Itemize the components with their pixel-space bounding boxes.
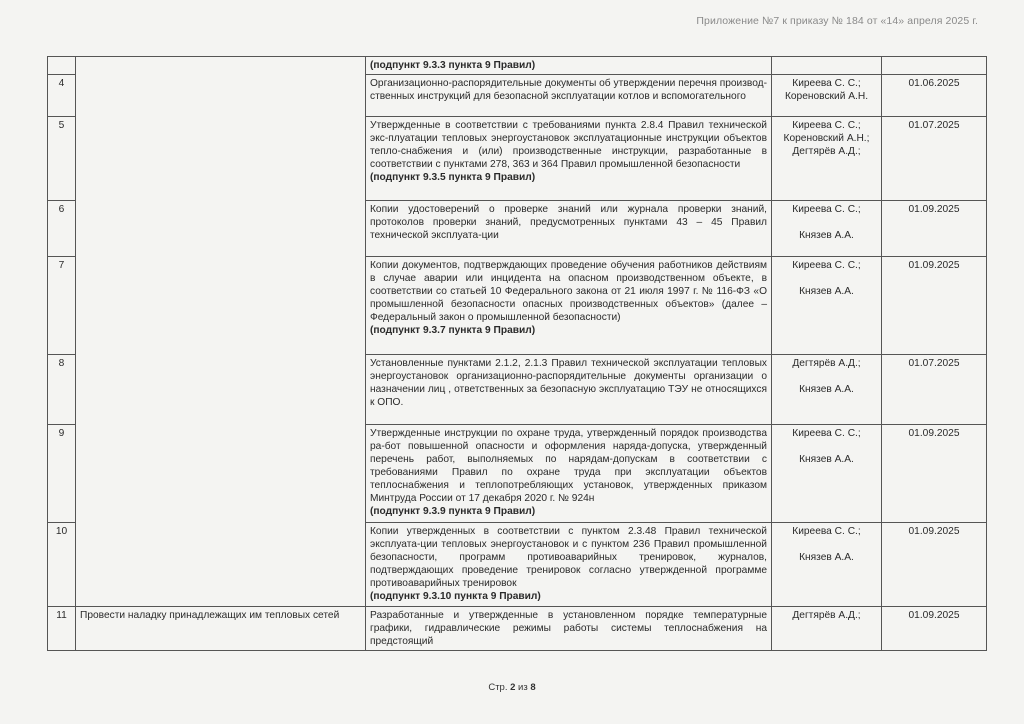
document-description: Установленные пунктами 2.1.2, 2.1.3 Правил технической эксплуатации тепловых энергоустановок организационно-распорядительные документы организации о назначении лиц , ответственных за безопасную эксплуатацию ТЭУ не относящихся к ОПО.	[370, 358, 767, 408]
footer-total-pages: 8	[530, 682, 536, 693]
document-cell	[366, 425, 772, 523]
document-description: Утвержденные в соответствии с требованиями пункта 2.8.4 Правил технической экс-плуатации тепловых энергоустановок эксплуатационные инструкции объектов тепло-снабжения и (или) производственные инструкции, разработанные в соответствии с пунктами 278, 363 и 364 Правил промышленной безопасности	[370, 120, 767, 170]
footer-prefix: Стр.	[488, 682, 511, 693]
rule-reference: (подпункт 9.3.7 пункта 9 Правил)	[370, 325, 536, 336]
rule-reference: (подпункт 9.3.5 пункта 9 Правил)	[370, 172, 536, 183]
responsible-person: Князев А.А.	[799, 552, 854, 563]
responsible-person: Киреева С. С.;	[792, 78, 861, 89]
responsible-person: Киреева С. С.;	[792, 526, 861, 537]
rule-reference: (подпункт 9.3.10 пункта 9 Правил)	[370, 591, 541, 602]
document-description: Организационно-распорядительные документы об утверждении перечня производ-ственных инструкций для безопасной эксплуатации котлов и вспомогательного	[370, 78, 767, 102]
footer-page-number: 2	[510, 682, 516, 693]
responsible-person: Киреева С. С.;	[792, 260, 861, 271]
responsible-person: Князев А.А.	[799, 384, 854, 395]
date-cell: 01.09.2025	[882, 425, 987, 523]
document-description: Копии документов, подтверждающих проведение обучения работников действиям в случае аварии или инцидента на опасном производственном объекте, в соответствии со статьей 10 Федерального закона от 21 июля 1997 г. № 116-ФЗ «О промышленной безопасности опасных производственных объектов» (далее – Федеральный закон о промышленной безопасности)	[370, 260, 767, 323]
row-number-cell: 9	[48, 425, 76, 523]
row-number-cell: 10	[48, 523, 76, 607]
task-cell: Провести наладку принадлежащих им тепловых сетей	[76, 607, 366, 651]
date-cell: 01.09.2025	[882, 201, 987, 257]
date-cell: 01.07.2025	[882, 355, 987, 425]
rule-reference: (подпункт 9.3.9 пункта 9 Правил)	[370, 506, 536, 517]
responsible-person: Князев А.А.	[799, 454, 854, 465]
responsible-cell	[772, 425, 882, 523]
row-number-cell: 11	[48, 607, 76, 651]
date-cell	[882, 57, 987, 75]
responsible-person: Киреева С. С.;	[792, 428, 861, 439]
document-cell	[366, 57, 772, 75]
document-description: Утвержденные инструкции по охране труда, утвержденный порядок производства ра-бот повышенной опасности и оформления наряда-допуска, утвержденный перечень работ, выполняемых по нарядам-допускам в соответствии с требованиями Правил по охране труда при эксплуатации объектов теплоснабжения и теплопотребляющих установок, утвержденных приказом Минтруда России от 17 декабря 2020 г. № 924н	[370, 428, 767, 504]
date-cell: 01.09.2025	[882, 607, 987, 651]
date-cell: 01.06.2025	[882, 75, 987, 117]
date-cell: 01.07.2025	[882, 117, 987, 201]
responsible-cell	[772, 57, 882, 75]
row-number-cell: 8	[48, 355, 76, 425]
responsible-cell	[772, 355, 882, 425]
row-number-cell: 7	[48, 257, 76, 355]
task-cell	[76, 57, 366, 607]
date-cell: 01.09.2025	[882, 257, 987, 355]
responsible-cell	[772, 523, 882, 607]
footer-middle: из	[515, 682, 531, 693]
responsible-cell	[772, 75, 882, 117]
page-footer	[0, 682, 1024, 693]
responsible-person: Дегтярёв А.Д.;	[792, 358, 861, 369]
responsible-person: Киреева С. С.;	[792, 120, 861, 131]
document-description: Копии удостоверений о проверке знаний или журнала проверки знаний, протоколов проверки знаний, предусмотренных пунктами 43 – 45 Правил технической эксплуата-ции	[370, 204, 767, 241]
responsible-person: Князев А.А.	[799, 286, 854, 297]
responsible-person: Кореновский А.Н.	[784, 91, 869, 102]
responsible-person: Дегтярёв А.Д.;	[792, 610, 861, 621]
document-cell	[366, 257, 772, 355]
document-cell	[366, 355, 772, 425]
responsible-cell	[772, 257, 882, 355]
document-cell	[366, 117, 772, 201]
document-cell	[366, 75, 772, 117]
row-number-cell	[48, 57, 76, 75]
document-description: Разработанные и утвержденные в установленном порядке температурные графики, гидравлические режимы работы системы теплоснабжения на предстоящий	[370, 610, 767, 647]
table-row	[48, 607, 987, 651]
document-cell	[366, 523, 772, 607]
document-header-note: Приложение №7 к приказу № 184 от «14» апреля 2025 г.	[696, 15, 978, 27]
table-row-continued	[48, 57, 987, 75]
row-number-cell: 6	[48, 201, 76, 257]
responsible-person: Князев А.А.	[799, 230, 854, 241]
document-cell	[366, 607, 772, 651]
rule-reference: (подпункт 9.3.3 пункта 9 Правил)	[370, 60, 536, 71]
responsible-person: Киреева С. С.;	[792, 204, 861, 215]
responsible-person: Кореновский А.Н.;	[783, 133, 870, 144]
date-cell: 01.09.2025	[882, 523, 987, 607]
responsible-cell	[772, 117, 882, 201]
document-cell	[366, 201, 772, 257]
row-number-cell: 4	[48, 75, 76, 117]
responsible-person: Дегтярёв А.Д.;	[792, 146, 861, 157]
schedule-table	[47, 56, 987, 651]
responsible-cell	[772, 201, 882, 257]
document-description: Копии утвержденных в соответствии с пунктом 2.3.48 Правил технической эксплуата-ции тепловых энергоустановок и с пунктом 236 Правил промышленной безопасности, программ противоаварийных тренировок, журналов, подтверждающих проведение тренировок согласно утвержденной программе противоаварийных тренировок	[370, 526, 767, 589]
row-number-cell: 5	[48, 117, 76, 201]
responsible-cell	[772, 607, 882, 651]
